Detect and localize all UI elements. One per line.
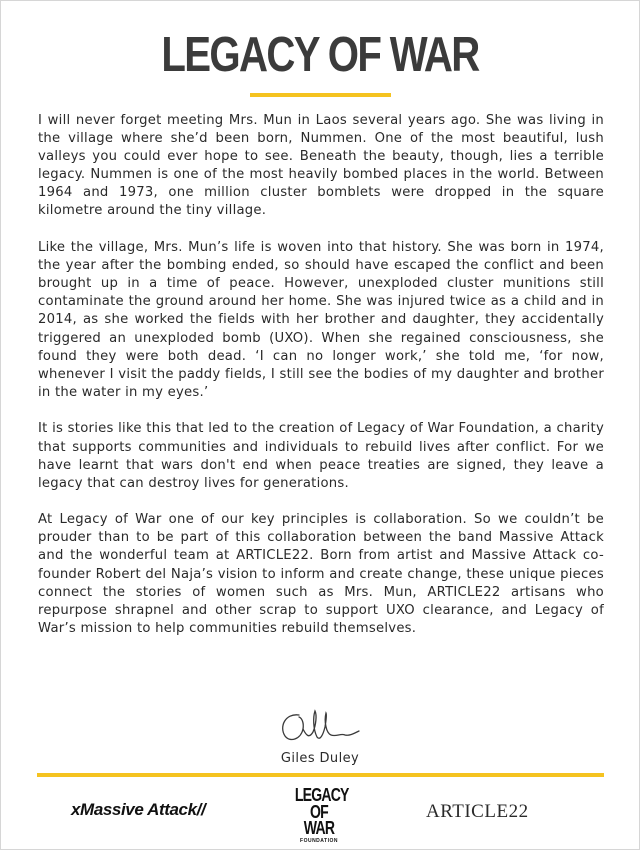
- legacy-of-war-logo: [288, 787, 350, 843]
- signatory-name: Giles Duley: [280, 751, 360, 766]
- article22-logo: ARTICLE22: [426, 801, 529, 822]
- page-title: LEGACY OF WAR: [161, 28, 479, 82]
- signature-icon: [271, 701, 371, 751]
- paragraph-3: It is stories like this that led to the creation of Legacy of War Foundation, a charity that supports communities and individuals to rebuild lives after conflict. For we have learnt that wars don't end when peace treaties are signed, they leave a legacy that can destroy lives for generations.: [38, 421, 604, 491]
- massive-attack-logo: xMassive Attack//: [71, 800, 206, 819]
- logo-line-2: OF WAR: [303, 801, 335, 839]
- logo-line-1: LEGACY: [294, 785, 349, 805]
- paragraph-4: At Legacy of War one of our key principles is collaboration. So we couldn’t be prouder than to be part of this collaboration between the band Massive Attack and the wonderful team at ARTICLE22. Born from artist and Massive Attack co-founder Robert del Naja’s vision to inform and create change, these unique pieces connect the stories of women such as Mrs. Mun, ARTICLE22 artisans who repurpose shrapnel and other scrap to support UXO clearance, and Legacy of War’s mission to help communities rebuild themselves.: [38, 512, 604, 636]
- paragraph-1: I will never forget meeting Mrs. Mun in Laos several years ago. She was living in the village where she’d been born, Nummen. One of the most beautiful, lush valleys you could ever hope to see. Beneath the beauty, though, lies a terrible legacy. Nummen is one of the most heavily bombed places in the world. Between 1964 and 1973, one million cluster bomblets were dropped in the square kilometre around the tiny village.: [38, 113, 604, 219]
- letter-body: [38, 112, 604, 638]
- footer-divider: [37, 773, 604, 777]
- logo-subtitle: FOUNDATION: [300, 837, 338, 844]
- paragraph-2: Like the village, Mrs. Mun’s life is woven into that history. She was born in 1974, the year after the bombing ended, so should have escaped the conflict and been brought up in a time of peace. However, unexploded cluster munitions still contaminate the ground around her home. She was injured twice as a child and in 2014, as she worked the fields with her brother and daughter, they accidentally triggered an unexploded bomb (UXO). When she regained consciousness, she found they were both dead. ‘I can no longer work,’ she told me, ‘for now, whenever I visit the paddy fields, I still see the bodies of my daughter and brother in the water in my eyes.’: [38, 240, 604, 400]
- title-underline: [250, 93, 391, 97]
